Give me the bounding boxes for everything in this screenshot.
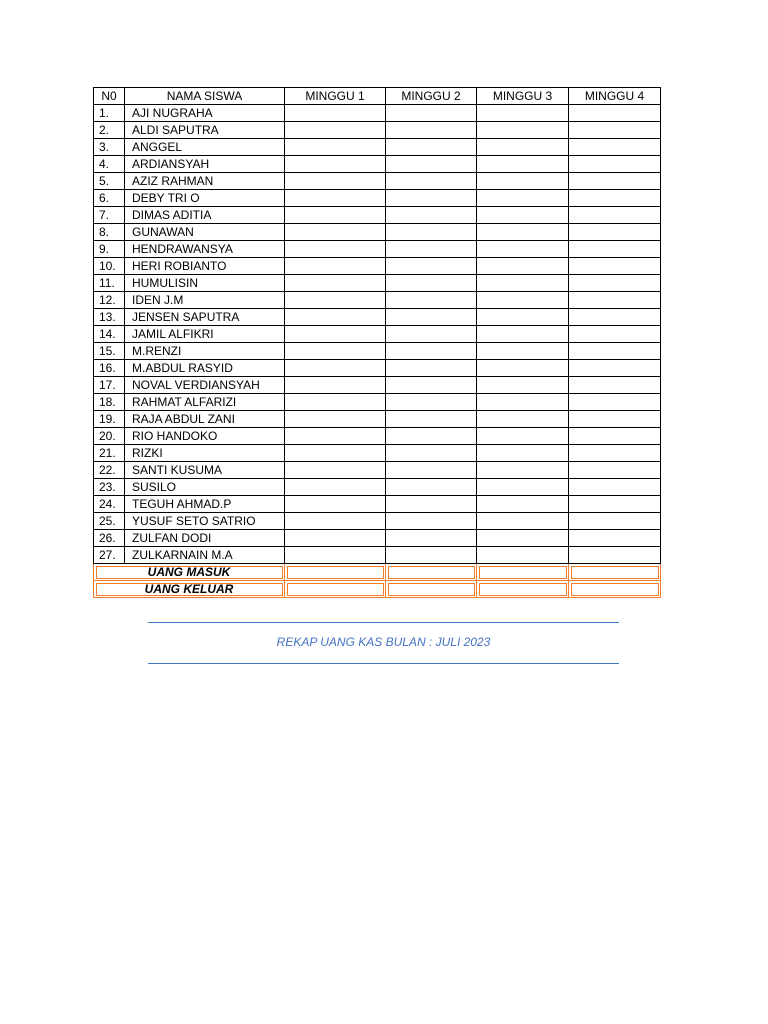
week-2-cell [386, 309, 477, 326]
week-4-cell [569, 394, 661, 411]
table-row [94, 445, 661, 462]
row-number: 14. [94, 326, 125, 343]
week-4-cell [569, 547, 661, 564]
week-3-cell [477, 343, 569, 360]
week-3-cell [477, 156, 569, 173]
summary-week-1-cell [285, 581, 386, 598]
student-name: YUSUF SETO SATRIO [125, 513, 285, 530]
week-3-cell [477, 241, 569, 258]
week-1-cell [285, 445, 386, 462]
student-name: ZULKARNAIN M.A [125, 547, 285, 564]
week-4-cell [569, 445, 661, 462]
week-4-cell [569, 343, 661, 360]
week-3-cell [477, 496, 569, 513]
row-number: 25. [94, 513, 125, 530]
student-name: ANGGEL [125, 139, 285, 156]
week-2-cell [386, 479, 477, 496]
week-4-cell [569, 377, 661, 394]
student-name: RIZKI [125, 445, 285, 462]
row-number: 24. [94, 496, 125, 513]
header-no: N0 [94, 88, 125, 105]
week-4-cell [569, 513, 661, 530]
table-row [94, 462, 661, 479]
student-name: ALDI SAPUTRA [125, 122, 285, 139]
week-2-cell [386, 462, 477, 479]
table-row [94, 224, 661, 241]
summary-week-3-cell [477, 564, 569, 581]
week-3-cell [477, 258, 569, 275]
week-1-cell [285, 326, 386, 343]
week-3-cell [477, 394, 569, 411]
header-week-3: MINGGU 3 [477, 88, 569, 105]
week-1-cell [285, 139, 386, 156]
student-name: M.ABDUL RASYID [125, 360, 285, 377]
week-2-cell [386, 513, 477, 530]
table-row [94, 105, 661, 122]
week-4-cell [569, 122, 661, 139]
student-name: ZULFAN DODI [125, 530, 285, 547]
week-1-cell [285, 309, 386, 326]
summary-week-2-cell [386, 581, 477, 598]
table-row [94, 190, 661, 207]
week-3-cell [477, 411, 569, 428]
week-3-cell [477, 428, 569, 445]
week-3-cell [477, 207, 569, 224]
summary-week-2-cell [386, 564, 477, 581]
week-3-cell [477, 547, 569, 564]
week-1-cell [285, 530, 386, 547]
row-number: 26. [94, 530, 125, 547]
student-name: DIMAS ADITIA [125, 207, 285, 224]
row-number: 20. [94, 428, 125, 445]
table-row [94, 207, 661, 224]
week-2-cell [386, 224, 477, 241]
summary-week-4-cell [569, 564, 661, 581]
row-number: 18. [94, 394, 125, 411]
week-1-cell [285, 394, 386, 411]
week-3-cell [477, 360, 569, 377]
student-name: AJI NUGRAHA [125, 105, 285, 122]
recap-caption: REKAP UANG KAS BULAN : JULI 2023 [276, 635, 491, 649]
summary-week-4-cell [569, 581, 661, 598]
row-number: 13. [94, 309, 125, 326]
week-4-cell [569, 190, 661, 207]
header-week-4: MINGGU 4 [569, 88, 661, 105]
week-3-cell [477, 462, 569, 479]
student-name: TEGUH AHMAD.P [125, 496, 285, 513]
table-row [94, 360, 661, 377]
week-2-cell [386, 122, 477, 139]
week-2-cell [386, 394, 477, 411]
week-3-cell [477, 292, 569, 309]
row-number: 7. [94, 207, 125, 224]
week-3-cell [477, 513, 569, 530]
summary-row [94, 564, 661, 581]
student-name: M.RENZI [125, 343, 285, 360]
week-1-cell [285, 360, 386, 377]
week-2-cell [386, 292, 477, 309]
week-4-cell [569, 241, 661, 258]
row-number: 23. [94, 479, 125, 496]
table-row [94, 547, 661, 564]
row-number: 2. [94, 122, 125, 139]
student-name: IDEN J.M [125, 292, 285, 309]
summary-week-1-cell [285, 564, 386, 581]
week-3-cell [477, 530, 569, 547]
student-name: SUSILO [125, 479, 285, 496]
student-name: HENDRAWANSYA [125, 241, 285, 258]
week-4-cell [569, 156, 661, 173]
week-4-cell [569, 530, 661, 547]
row-number: 4. [94, 156, 125, 173]
week-3-cell [477, 275, 569, 292]
row-number: 10. [94, 258, 125, 275]
week-1-cell [285, 479, 386, 496]
table-row [94, 343, 661, 360]
student-name: ARDIANSYAH [125, 156, 285, 173]
week-4-cell [569, 207, 661, 224]
week-3-cell [477, 377, 569, 394]
week-4-cell [569, 326, 661, 343]
student-name: JAMIL ALFIKRI [125, 326, 285, 343]
table-row [94, 530, 661, 547]
table-row [94, 411, 661, 428]
week-1-cell [285, 190, 386, 207]
summary-label: UANG KELUAR [94, 581, 285, 598]
table-row [94, 428, 661, 445]
row-number: 19. [94, 411, 125, 428]
table-row [94, 496, 661, 513]
row-number: 5. [94, 173, 125, 190]
week-2-cell [386, 258, 477, 275]
week-4-cell [569, 309, 661, 326]
row-number: 1. [94, 105, 125, 122]
row-number: 6. [94, 190, 125, 207]
student-name: GUNAWAN [125, 224, 285, 241]
table-row [94, 309, 661, 326]
week-3-cell [477, 122, 569, 139]
table-row [94, 258, 661, 275]
week-1-cell [285, 377, 386, 394]
week-3-cell [477, 224, 569, 241]
table-row [94, 139, 661, 156]
week-2-cell [386, 275, 477, 292]
week-1-cell [285, 105, 386, 122]
row-number: 8. [94, 224, 125, 241]
student-name: RIO HANDOKO [125, 428, 285, 445]
row-number: 22. [94, 462, 125, 479]
student-name: SANTI KUSUMA [125, 462, 285, 479]
week-4-cell [569, 292, 661, 309]
header-week-2: MINGGU 2 [386, 88, 477, 105]
row-number: 3. [94, 139, 125, 156]
table-row [94, 479, 661, 496]
table-header-row [94, 88, 661, 105]
week-2-cell [386, 411, 477, 428]
week-1-cell [285, 547, 386, 564]
row-number: 12. [94, 292, 125, 309]
week-4-cell [569, 105, 661, 122]
week-2-cell [386, 139, 477, 156]
table-row [94, 377, 661, 394]
summary-row [94, 581, 661, 598]
week-1-cell [285, 513, 386, 530]
week-2-cell [386, 173, 477, 190]
student-name: RAJA ABDUL ZANI [125, 411, 285, 428]
week-1-cell [285, 122, 386, 139]
row-number: 15. [94, 343, 125, 360]
caption-bottom-rule [148, 663, 619, 664]
week-2-cell [386, 326, 477, 343]
week-2-cell [386, 496, 477, 513]
week-2-cell [386, 360, 477, 377]
table-row [94, 326, 661, 343]
week-2-cell [386, 207, 477, 224]
week-3-cell [477, 445, 569, 462]
table-row [94, 394, 661, 411]
week-1-cell [285, 411, 386, 428]
week-1-cell [285, 173, 386, 190]
student-name: JENSEN SAPUTRA [125, 309, 285, 326]
week-4-cell [569, 496, 661, 513]
week-3-cell [477, 479, 569, 496]
table-row [94, 275, 661, 292]
week-1-cell [285, 258, 386, 275]
student-rows [94, 105, 661, 564]
week-2-cell [386, 241, 477, 258]
row-number: 11. [94, 275, 125, 292]
week-4-cell [569, 224, 661, 241]
student-name: HERI ROBIANTO [125, 258, 285, 275]
week-1-cell [285, 292, 386, 309]
row-number: 16. [94, 360, 125, 377]
table-row [94, 122, 661, 139]
row-number: 21. [94, 445, 125, 462]
week-3-cell [477, 326, 569, 343]
summary-rows [94, 564, 661, 598]
student-name: RAHMAT ALFARIZI [125, 394, 285, 411]
table-row [94, 173, 661, 190]
summary-week-3-cell [477, 581, 569, 598]
week-4-cell [569, 462, 661, 479]
table-row [94, 156, 661, 173]
week-2-cell [386, 190, 477, 207]
week-2-cell [386, 530, 477, 547]
week-1-cell [285, 428, 386, 445]
caption-top-rule [148, 622, 619, 623]
week-4-cell [569, 360, 661, 377]
student-name: NOVAL VERDIANSYAH [125, 377, 285, 394]
row-number: 17. [94, 377, 125, 394]
week-2-cell [386, 156, 477, 173]
table-row [94, 292, 661, 309]
week-2-cell [386, 343, 477, 360]
week-4-cell [569, 275, 661, 292]
table-row [94, 513, 661, 530]
row-number: 27. [94, 547, 125, 564]
week-2-cell [386, 445, 477, 462]
student-name: AZIZ RAHMAN [125, 173, 285, 190]
week-3-cell [477, 190, 569, 207]
week-1-cell [285, 241, 386, 258]
week-4-cell [569, 258, 661, 275]
student-name: DEBY TRI O [125, 190, 285, 207]
week-1-cell [285, 343, 386, 360]
week-2-cell [386, 547, 477, 564]
week-4-cell [569, 411, 661, 428]
header-week-1: MINGGU 1 [285, 88, 386, 105]
week-3-cell [477, 105, 569, 122]
week-3-cell [477, 309, 569, 326]
week-4-cell [569, 479, 661, 496]
week-4-cell [569, 428, 661, 445]
summary-label: UANG MASUK [94, 564, 285, 581]
week-2-cell [386, 377, 477, 394]
week-2-cell [386, 105, 477, 122]
week-1-cell [285, 496, 386, 513]
week-2-cell [386, 428, 477, 445]
week-1-cell [285, 224, 386, 241]
header-student-name: NAMA SISWA [125, 88, 285, 105]
cash-recap-table [93, 87, 661, 598]
week-3-cell [477, 173, 569, 190]
week-4-cell [569, 139, 661, 156]
table-row [94, 241, 661, 258]
week-3-cell [477, 139, 569, 156]
week-4-cell [569, 173, 661, 190]
week-1-cell [285, 156, 386, 173]
week-1-cell [285, 275, 386, 292]
row-number: 9. [94, 241, 125, 258]
week-1-cell [285, 462, 386, 479]
week-1-cell [285, 207, 386, 224]
student-name: HUMULISIN [125, 275, 285, 292]
